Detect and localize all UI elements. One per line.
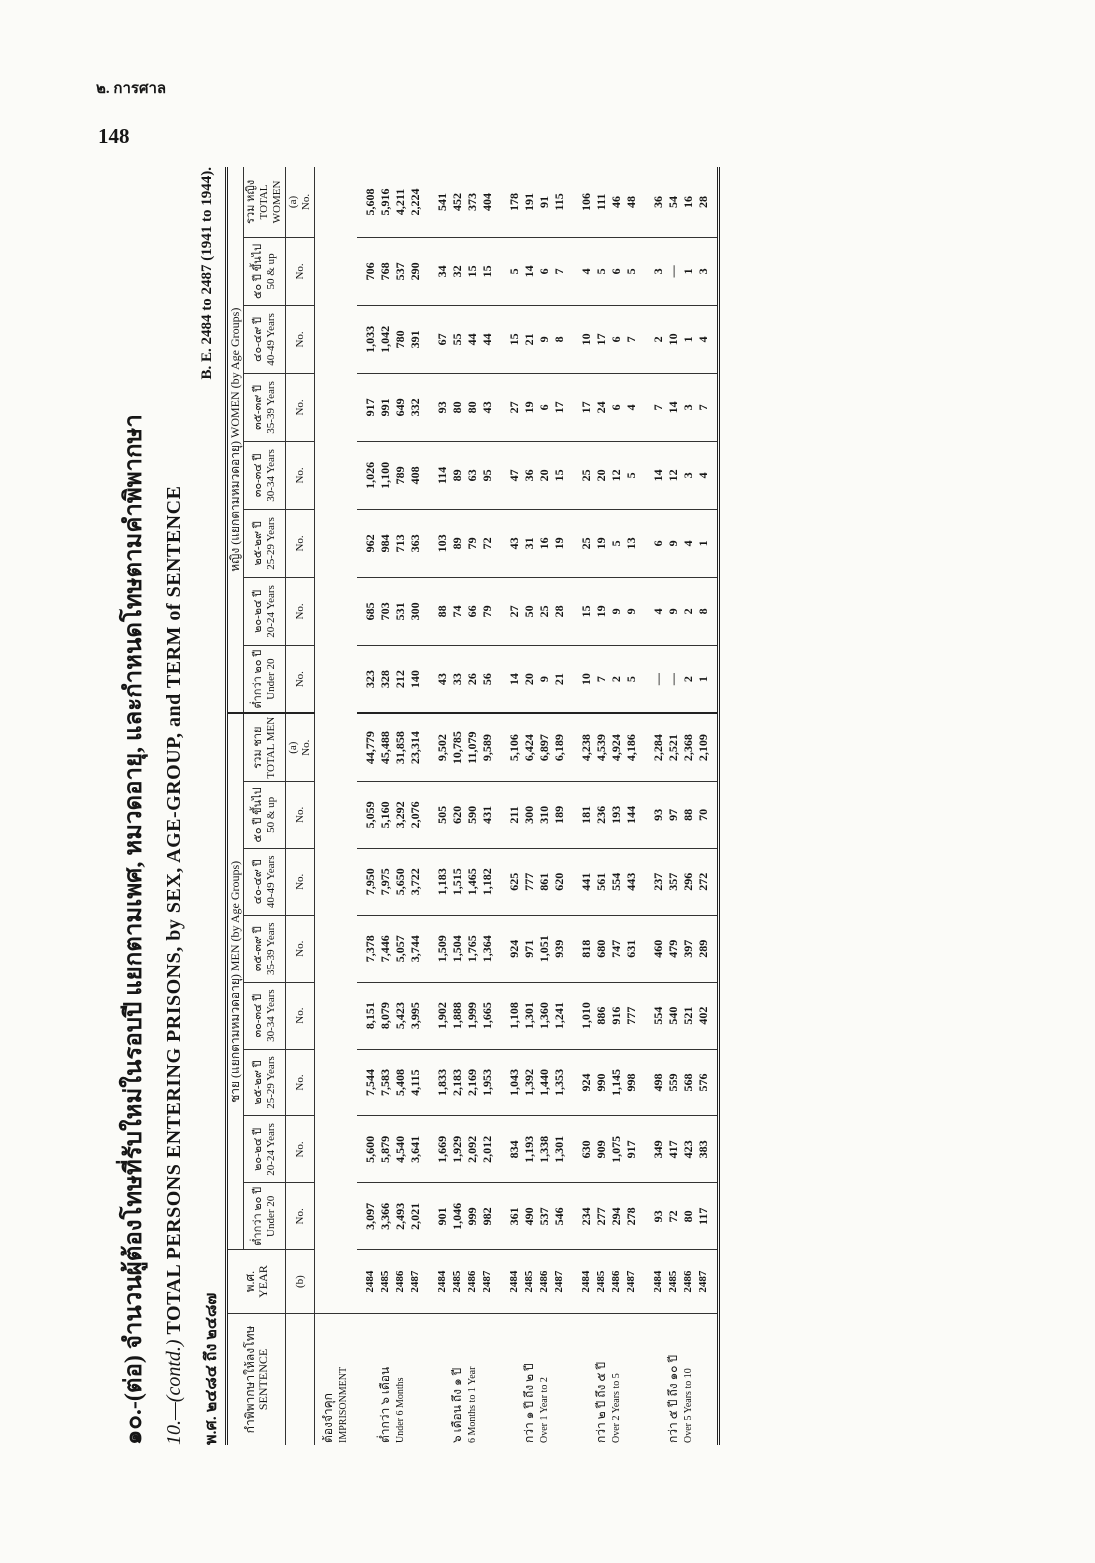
note-a-women: (a) bbox=[287, 195, 299, 209]
men-age-2-cell: 1,669 1,929 2,092 2,012 bbox=[429, 1116, 501, 1183]
total-women-cell: 36 54 16 28 bbox=[645, 167, 719, 237]
sentence-label-th: กว่า ๒ ปี ถึง ๕ ปี bbox=[594, 1361, 608, 1443]
men-age-2-cell: 5,600 5,879 4,540 3,641 bbox=[357, 1116, 429, 1183]
men-age-1-cell: 93 72 80 117 bbox=[645, 1183, 719, 1250]
age-header-men-7-line-1: ๕๐ ปี ขึ้นไป bbox=[251, 787, 264, 843]
women-age-7-cell: 3 — 1 3 bbox=[645, 237, 719, 305]
period-thai: พ.ศ. ๒๔๘๔ ถึง ๒๔๘๗ bbox=[203, 1292, 220, 1445]
age-header-men-7 bbox=[244, 781, 286, 848]
sentence-label-en: Over 5 Years to 10 bbox=[683, 1368, 694, 1443]
no-women-2: No. bbox=[286, 577, 315, 645]
men-age-1-cell: 901 1,046 999 982 bbox=[429, 1183, 501, 1250]
no-men-7: No. bbox=[286, 781, 315, 848]
sentence-label bbox=[573, 1313, 645, 1445]
men-age-7-cell: 5,059 5,160 3,292 2,076 bbox=[357, 781, 429, 848]
age-header-women-1 bbox=[244, 645, 286, 713]
age-header-women-5-line-1: ๓๕-๓๙ ปี bbox=[251, 385, 264, 430]
total-women-cell: 178 191 91 115 bbox=[501, 167, 573, 237]
age-header-men-4-line-2: 30-34 Years bbox=[264, 989, 277, 1042]
table-row bbox=[357, 167, 429, 1445]
header-year-th: พ.ศ. bbox=[242, 1270, 257, 1293]
total-men-cell: 4,238 4,539 4,924 4,186 bbox=[573, 713, 645, 781]
no-women-1: No. bbox=[286, 645, 315, 713]
men-age-5-cell: 460 479 397 289 bbox=[645, 915, 719, 982]
table-row bbox=[429, 167, 501, 1445]
women-age-5-cell: 917 991 649 332 bbox=[357, 373, 429, 441]
header-women-group: หญิง (แยกตามหมวดอายุ) WOMEN (by Age Groups) bbox=[227, 167, 244, 713]
men-age-6-cell: 237 357 296 272 bbox=[645, 848, 719, 915]
title-thai: ๑๐.-(ต่อ) จำนวนผู้ต้องโทษที่รับใหม่ในรอบปี แยกตามเพศ, หมวดอายุ, และกำหนดโทษตามคำพิพากษา bbox=[121, 414, 147, 1445]
women-age-6-cell: 15 21 9 8 bbox=[501, 305, 573, 373]
women-age-4-cell: 47 36 20 15 bbox=[501, 441, 573, 509]
men-age-5-cell: 818 680 747 631 bbox=[573, 915, 645, 982]
no-women-5: No. bbox=[286, 373, 315, 441]
men-age-7-cell: 211 300 310 189 bbox=[501, 781, 573, 848]
men-age-4-cell: 1,010 886 916 777 bbox=[573, 982, 645, 1049]
women-age-1-cell: — — 2 1 bbox=[645, 645, 719, 713]
age-header-men-7-line-2: 50 & up bbox=[264, 796, 277, 833]
women-age-7-cell: 706 768 537 290 bbox=[357, 237, 429, 305]
no-women-total bbox=[286, 167, 315, 237]
age-header-men-3-line-1: ๒๕-๒๙ ปี bbox=[251, 1060, 264, 1105]
age-header-men-4 bbox=[244, 982, 286, 1049]
age-header-men-6 bbox=[244, 848, 286, 915]
men-age-4-cell: 1,902 1,888 1,999 1,665 bbox=[429, 982, 501, 1049]
women-age-3-cell: 103 89 79 72 bbox=[429, 509, 501, 577]
sentence-label bbox=[645, 1313, 719, 1445]
title-english-prefix: 10.—(contd.) bbox=[163, 1339, 185, 1445]
age-header-women-4-line-2: 30-34 Years bbox=[264, 449, 277, 502]
year-cell: 2484 2485 2486 2487 bbox=[573, 1250, 645, 1314]
header-sentence-th: กำพิพากษาให้ลงโทษ bbox=[242, 1325, 257, 1434]
section-imprisonment-th: ต้องจำคุก bbox=[321, 1393, 335, 1443]
year-cell: 2484 2485 2486 2487 bbox=[429, 1250, 501, 1314]
header-sentence-en: SENTENCE bbox=[255, 1348, 270, 1411]
women-age-3-cell: 6 9 4 1 bbox=[645, 509, 719, 577]
age-header-women-7 bbox=[244, 237, 286, 305]
age-header-men-5-line-2: 35-39 Years bbox=[264, 922, 277, 975]
no-men-4: No. bbox=[286, 982, 315, 1049]
women-age-6-cell: 10 17 6 7 bbox=[573, 305, 645, 373]
no-women-6: No. bbox=[286, 305, 315, 373]
women-age-4-cell: 25 20 12 5 bbox=[573, 441, 645, 509]
no-women-4: No. bbox=[286, 441, 315, 509]
men-age-3-cell: 7,544 7,583 5,408 4,115 bbox=[357, 1049, 429, 1116]
sentence-label-th: กว่า ๕ ปี ถึง ๑๐ ปี bbox=[666, 1354, 680, 1443]
women-age-2-cell: 15 19 9 9 bbox=[573, 577, 645, 645]
header-year-en: YEAR bbox=[255, 1265, 270, 1298]
sentence-label-th: ต่ำกว่า ๖ เดือน bbox=[378, 1366, 392, 1443]
no-women-7: No. bbox=[286, 237, 315, 305]
no-men-2: No. bbox=[286, 1116, 315, 1183]
header-note-b: (b) bbox=[286, 1250, 315, 1314]
men-age-4-cell: 1,108 1,301 1,360 1,241 bbox=[501, 982, 573, 1049]
age-header-women-1-line-2: Under 20 bbox=[264, 658, 277, 700]
running-head: ๒. การศาล bbox=[96, 81, 167, 97]
no-men-3: No. bbox=[286, 1049, 315, 1116]
men-age-1-cell: 3,097 3,366 2,493 2,021 bbox=[357, 1183, 429, 1250]
women-age-6-cell: 67 55 44 44 bbox=[429, 305, 501, 373]
total-men-cell: 44,779 45,488 31,858 23,314 bbox=[357, 713, 429, 781]
age-header-men-5-line-1: ๓๕-๓๙ ปี bbox=[251, 926, 264, 972]
women-age-3-cell: 25 19 5 13 bbox=[573, 509, 645, 577]
table-page-rotated bbox=[121, 167, 985, 1445]
header-no-blank bbox=[286, 1313, 315, 1445]
men-age-6-cell: 441 561 554 443 bbox=[573, 848, 645, 915]
age-header-women-6-line-1: ๔๐-๔๙ ปี bbox=[251, 317, 264, 362]
age-header-women-7-line-1: ๕๐ ปี ขึ้นไป bbox=[251, 243, 264, 299]
men-age-5-cell: 1,509 1,504 1,765 1,364 bbox=[429, 915, 501, 982]
women-age-1-cell: 43 33 26 56 bbox=[429, 645, 501, 713]
men-age-7-cell: 505 620 590 431 bbox=[429, 781, 501, 848]
section-imprisonment-row bbox=[315, 167, 358, 1445]
table-row bbox=[573, 167, 645, 1445]
men-age-2-cell: 834 1,193 1,338 1,301 bbox=[501, 1116, 573, 1183]
year-cell: 2484 2485 2486 2487 bbox=[645, 1250, 719, 1314]
men-age-6-cell: 1,183 1,515 1,465 1,182 bbox=[429, 848, 501, 915]
women-age-7-cell: 34 32 15 15 bbox=[429, 237, 501, 305]
women-age-2-cell: 685 703 531 300 bbox=[357, 577, 429, 645]
age-header-women-3-line-2: 25-29 Years bbox=[264, 517, 277, 570]
total-men-cell: 9,502 10,785 11,079 9,589 bbox=[429, 713, 501, 781]
header-year bbox=[227, 1250, 286, 1314]
sentence-label-en: Over 1 Year to 2 bbox=[539, 1377, 550, 1443]
year-cell: 2484 2485 2486 2487 bbox=[357, 1250, 429, 1314]
age-header-men-1-line-1: ต่ำกว่า ๒๐ ปี bbox=[251, 1186, 264, 1246]
age-header-women-5-line-2: 35-39 Years bbox=[264, 381, 277, 434]
section-spacer bbox=[315, 167, 358, 1313]
women-age-2-cell: 4 9 2 8 bbox=[645, 577, 719, 645]
no-men-5: No. bbox=[286, 915, 315, 982]
sentence-label-th: กว่า ๑ ปี ถึง ๒ ปี bbox=[522, 1363, 536, 1443]
no-women-total-label: No. bbox=[300, 193, 312, 211]
page-number: 148 bbox=[98, 124, 130, 148]
rotated-table-container bbox=[121, 167, 985, 1445]
header-total-women-line-2: TOTAL WOMEN bbox=[258, 180, 283, 224]
women-age-5-cell: 17 24 6 4 bbox=[573, 373, 645, 441]
men-age-1-cell: 234 277 294 278 bbox=[573, 1183, 645, 1250]
total-women-cell: 541 452 373 404 bbox=[429, 167, 501, 237]
no-women-3: No. bbox=[286, 509, 315, 577]
women-age-6-cell: 2 10 1 4 bbox=[645, 305, 719, 373]
no-men-total bbox=[286, 713, 315, 781]
sentence-label bbox=[357, 1313, 429, 1445]
age-header-women-6 bbox=[244, 305, 286, 373]
total-men-cell: 5,106 6,424 6,897 6,189 bbox=[501, 713, 573, 781]
women-age-5-cell: 7 14 3 7 bbox=[645, 373, 719, 441]
total-women-cell: 5,608 5,916 4,211 2,224 bbox=[357, 167, 429, 237]
age-header-women-4-line-1: ๓๐-๓๔ ปี bbox=[251, 453, 264, 498]
men-age-5-cell: 7,378 7,446 5,057 3,744 bbox=[357, 915, 429, 982]
men-age-6-cell: 7,950 7,975 5,650 3,722 bbox=[357, 848, 429, 915]
sentence-label-en: Under 6 Months bbox=[395, 1377, 406, 1443]
no-men-total-label: No. bbox=[300, 739, 312, 756]
sentence-label bbox=[501, 1313, 573, 1445]
age-header-men-2 bbox=[244, 1116, 286, 1183]
men-age-5-cell: 924 971 1,051 939 bbox=[501, 915, 573, 982]
women-age-1-cell: 10 7 2 5 bbox=[573, 645, 645, 713]
men-age-4-cell: 554 540 521 402 bbox=[645, 982, 719, 1049]
no-men-6: No. bbox=[286, 848, 315, 915]
header-no-row bbox=[286, 167, 315, 1445]
age-header-women-3-line-1: ๒๕-๒๙ ปี bbox=[251, 521, 264, 566]
age-header-men-1-line-2: Under 20 bbox=[264, 1195, 277, 1237]
age-header-women-5 bbox=[244, 373, 286, 441]
men-age-3-cell: 924 990 1,145 998 bbox=[573, 1049, 645, 1116]
year-cell: 2484 2485 2486 2487 bbox=[501, 1250, 573, 1314]
sentence-label-en: Over 2 Years to 5 bbox=[611, 1373, 622, 1443]
women-age-3-cell: 43 31 16 19 bbox=[501, 509, 573, 577]
women-age-3-cell: 962 984 713 363 bbox=[357, 509, 429, 577]
prison-entry-table bbox=[225, 167, 720, 1445]
sentence-label-th: ๖ เดือน ถึง ๑ ปี bbox=[450, 1367, 464, 1443]
age-header-men-5 bbox=[244, 915, 286, 982]
women-age-7-cell: 5 14 6 7 bbox=[501, 237, 573, 305]
women-age-2-cell: 27 50 25 28 bbox=[501, 577, 573, 645]
header-total-women bbox=[244, 167, 286, 237]
no-men-1: No. bbox=[286, 1183, 315, 1250]
age-header-men-2-line-1: ๒๐-๒๔ ปี bbox=[251, 1127, 264, 1171]
women-age-4-cell: 114 89 63 95 bbox=[429, 441, 501, 509]
age-header-women-1-line-1: ต่ำกว่า ๒๐ ปี bbox=[251, 649, 264, 709]
age-header-men-4-line-1: ๓๐-๓๔ ปี bbox=[251, 993, 264, 1038]
header-total-men bbox=[244, 713, 286, 781]
table-row bbox=[645, 167, 719, 1445]
header-total-men-line-1: รวม ชาย bbox=[251, 726, 264, 769]
age-header-men-3 bbox=[244, 1049, 286, 1116]
women-age-2-cell: 88 74 66 79 bbox=[429, 577, 501, 645]
age-header-women-3 bbox=[244, 509, 286, 577]
note-a-men: (a) bbox=[287, 741, 299, 754]
men-age-7-cell: 93 97 88 70 bbox=[645, 781, 719, 848]
women-age-5-cell: 93 80 80 43 bbox=[429, 373, 501, 441]
age-header-women-2 bbox=[244, 577, 286, 645]
men-age-2-cell: 349 417 423 383 bbox=[645, 1116, 719, 1183]
age-header-men-2-line-2: 20-24 Years bbox=[264, 1123, 277, 1176]
women-age-5-cell: 27 19 6 17 bbox=[501, 373, 573, 441]
table-row bbox=[501, 167, 573, 1445]
women-age-6-cell: 1,033 1,042 780 391 bbox=[357, 305, 429, 373]
age-header-women-2-line-1: ๒๐-๒๔ ปี bbox=[251, 589, 264, 633]
sentence-label-en: 6 Months to 1 Year bbox=[467, 1366, 478, 1443]
men-age-3-cell: 1,833 2,183 2,169 1,953 bbox=[429, 1049, 501, 1116]
women-age-4-cell: 1,026 1,100 789 408 bbox=[357, 441, 429, 509]
men-age-6-cell: 625 777 861 620 bbox=[501, 848, 573, 915]
section-imprisonment-en: IMPRISONMENT bbox=[338, 1366, 349, 1443]
header-total-women-line-1: รวม หญิง bbox=[245, 179, 257, 224]
period-english: B. E. 2484 to 2487 (1941 to 1944). bbox=[199, 167, 215, 380]
age-header-men-1 bbox=[244, 1183, 286, 1250]
header-men-group: ชาย (แยกตามหมวดอายุ) MEN (by Age Groups) bbox=[227, 713, 244, 1249]
women-age-1-cell: 323 328 212 140 bbox=[357, 645, 429, 713]
title-english-text: TOTAL PERSONS ENTERING PRISONS, by SEX, AGE-GROUP, and TERM of SENTENCE bbox=[163, 485, 185, 1335]
women-age-7-cell: 4 5 6 5 bbox=[573, 237, 645, 305]
women-age-1-cell: 14 20 9 21 bbox=[501, 645, 573, 713]
title-english bbox=[163, 167, 186, 1445]
men-age-2-cell: 630 909 1,075 917 bbox=[573, 1116, 645, 1183]
men-age-7-cell: 181 236 193 144 bbox=[573, 781, 645, 848]
total-women-cell: 106 111 46 48 bbox=[573, 167, 645, 237]
women-age-4-cell: 14 12 3 4 bbox=[645, 441, 719, 509]
men-age-4-cell: 8,151 8,079 5,423 3,995 bbox=[357, 982, 429, 1049]
men-age-3-cell: 498 559 568 576 bbox=[645, 1049, 719, 1116]
section-imprisonment-label bbox=[315, 1313, 358, 1445]
men-age-1-cell: 361 490 537 546 bbox=[501, 1183, 573, 1250]
header-total-men-line-2: TOTAL MEN bbox=[264, 716, 277, 779]
age-header-women-4 bbox=[244, 441, 286, 509]
total-men-cell: 2,284 2,521 2,368 2,109 bbox=[645, 713, 719, 781]
table-body bbox=[315, 167, 719, 1445]
age-header-men-6-line-2: 40-49 Years bbox=[264, 855, 277, 909]
header-sentence bbox=[227, 1313, 286, 1445]
age-header-men-3-line-2: 25-29 Years bbox=[264, 1056, 277, 1109]
age-header-women-2-line-2: 20-24 Years bbox=[264, 585, 277, 638]
age-header-women-7-line-2: 50 & up bbox=[264, 253, 277, 290]
age-header-women-6-line-2: 40-49 Years bbox=[264, 313, 277, 366]
sentence-label bbox=[429, 1313, 501, 1445]
age-header-men-6-line-1: ๔๐-๔๙ ปี bbox=[251, 859, 264, 905]
men-age-3-cell: 1,043 1,392 1,440 1,353 bbox=[501, 1049, 573, 1116]
